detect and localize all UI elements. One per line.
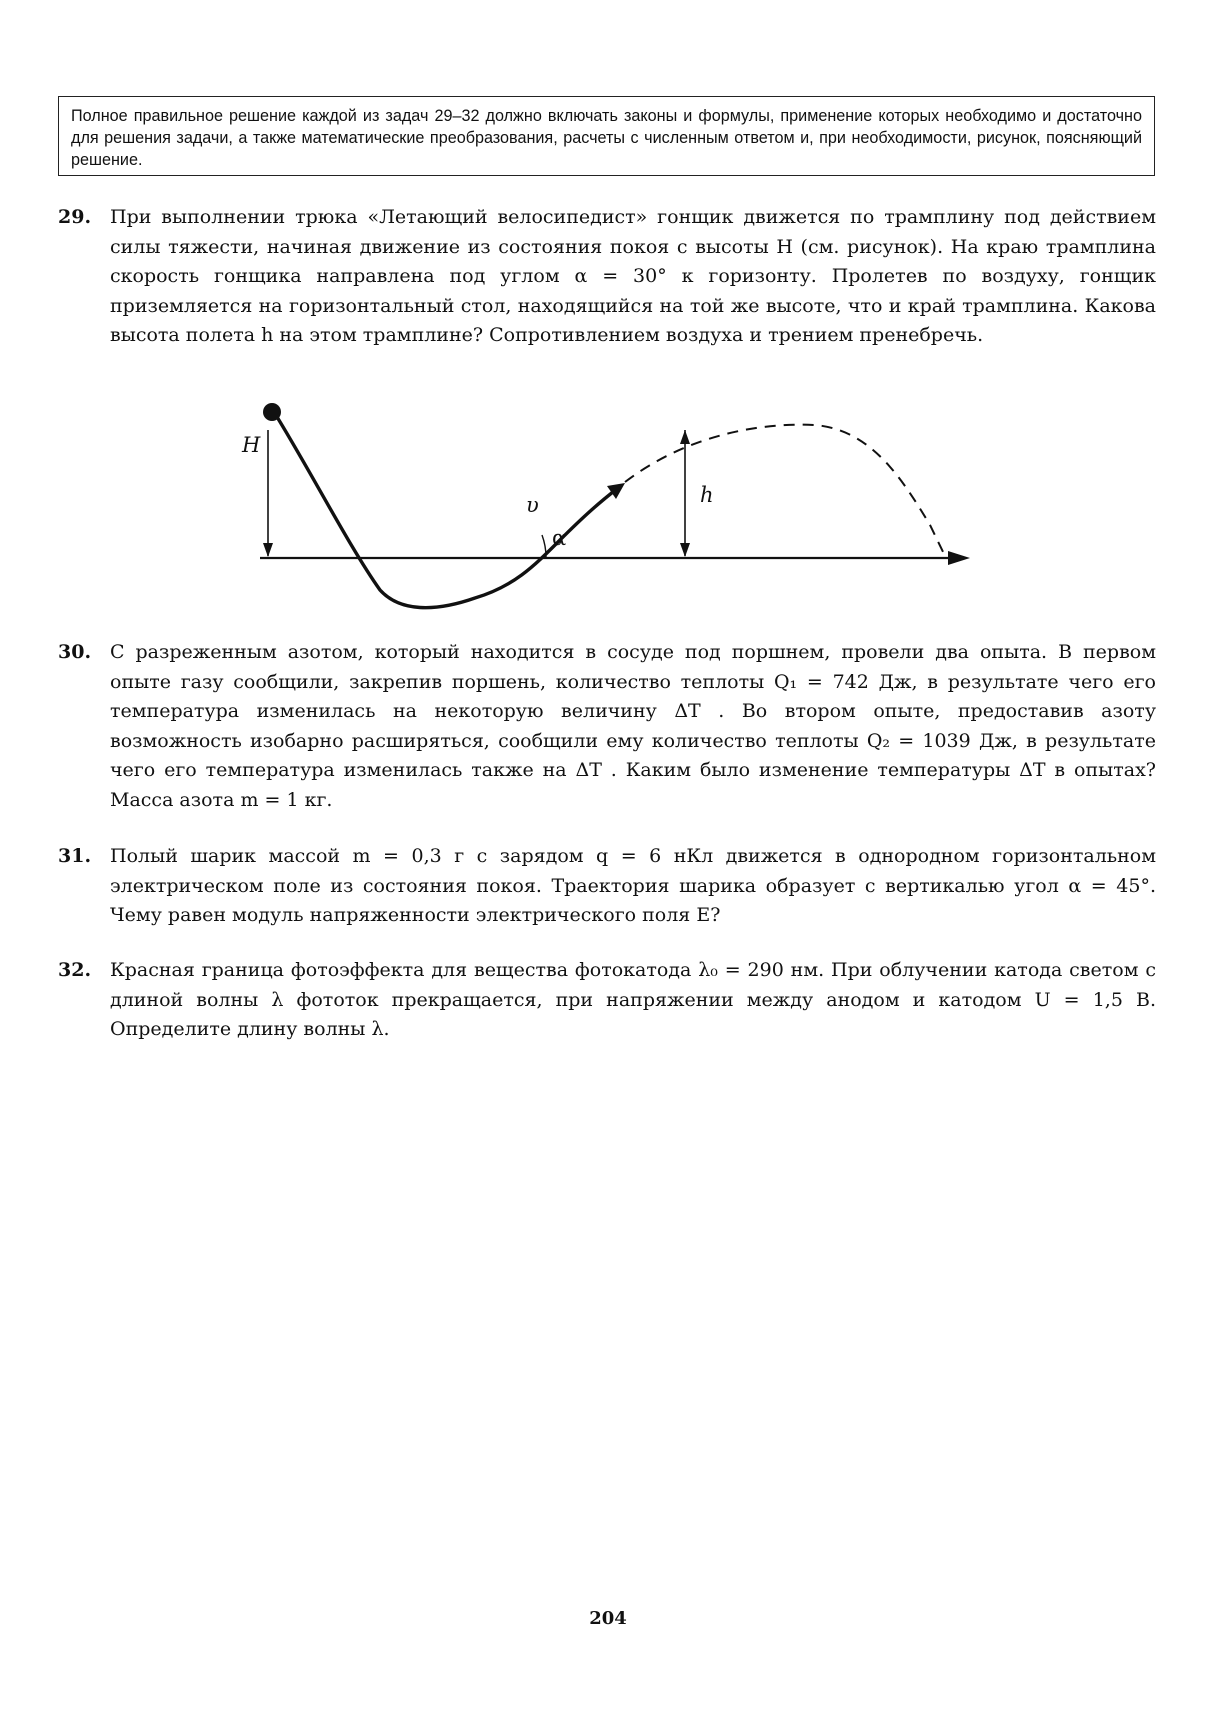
rider-ball [263, 403, 281, 421]
label-H: H [242, 433, 261, 457]
task-number: 29. [58, 206, 92, 228]
task-number: 32. [58, 959, 92, 981]
flight-path [625, 425, 945, 556]
label-velocity: υ [526, 493, 539, 517]
h-arrowhead-top [680, 430, 690, 444]
task-text: При выполнении трюка «Летающий велосипедист» гонщик движется по трамплину под действием силы тяжести, начиная движение из состояния покоя с высоты H (см. рисунок). На краю трамплина скорость гонщика направлена под углом α = 30° к горизонту. Пролетев по воздуху, гонщик приземляется на горизонтальный стол, находящийся на той же высоте, что и край трамплина. Какова высота полета h на этом трамплине? Сопротивлением воздуха и трением пренебречь. [110, 206, 1156, 346]
task-29 [58, 203, 1156, 351]
ramp-curve [274, 412, 618, 608]
label-h: h [700, 483, 714, 507]
task-32 [58, 956, 1156, 1045]
task-number: 31. [58, 845, 92, 867]
label-alpha: α [552, 526, 567, 550]
instructions-box [58, 96, 1155, 176]
instructions-text: Полное правильное решение каждой из задач 29–32 должно включать законы и формулы, применение которых необходимо и достаточно для решения задачи, а также математические преобразования, расчеты с численным ответом и, при необходимости, рисунок, поясняющий решение. [71, 107, 1142, 169]
task-31 [58, 842, 1156, 931]
axis-arrowhead [948, 551, 970, 565]
task-30 [58, 638, 1156, 815]
h-arrowhead-bottom [680, 543, 690, 557]
ramp-diagram [230, 390, 970, 620]
task-number: 30. [58, 641, 92, 663]
task-text: С разреженным азотом, который находится в сосуде под поршнем, провели два опыта. В первом опыте газу сообщили, закрепив поршень, количество теплоты Q₁ = 742 Дж, в результате чего его температура изменилась на некоторую величину ΔT . Во втором опыте, предоставив азоту возможность изобарно расширяться, сообщили ему количество теплоты Q₂ = 1039 Дж, в результате чего его температура изменилась также на ΔT . Каким было изменение температуры ΔT в опытах? Масса азота m = 1 кг. [110, 641, 1156, 811]
task-text: Полый шарик массой m = 0,3 г с зарядом q = 6 нКл движется в однородном горизонтальном электрическом поле из состояния покоя. Траектория шарика образует с вертикалью угол α = 45°. Чему равен модуль напряженности электрического поля E? [110, 845, 1156, 926]
H-arrowhead [263, 543, 273, 557]
page-number: 204 [589, 1608, 627, 1629]
task-text: Красная граница фотоэффекта для вещества фотокатода λ₀ = 290 нм. При облучении катода светом с длиной волны λ фототок прекращается, при напряжении между анодом и катодом U = 1,5 В. Определите длину волны λ. [110, 959, 1156, 1040]
